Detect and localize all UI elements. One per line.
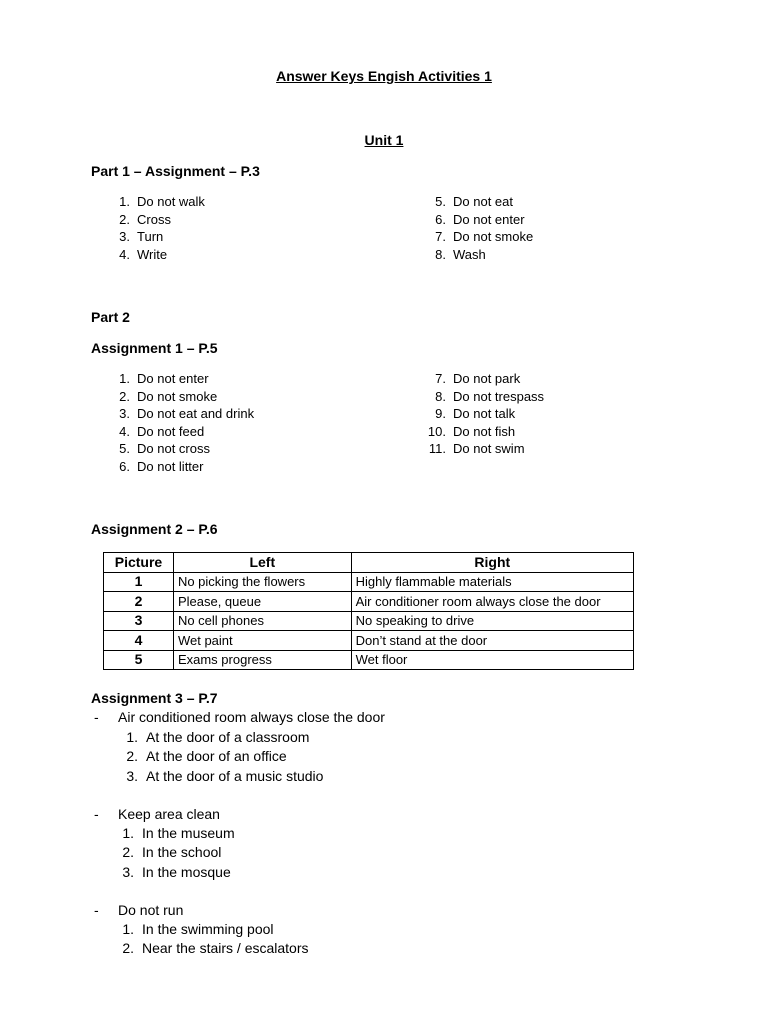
table-row — [104, 611, 634, 631]
assignment2-heading: Assignment 2 – P.6 — [91, 521, 218, 537]
list-item: 8. Wash — [435, 246, 486, 262]
sign-text: Air conditioned room always close the door — [118, 709, 385, 725]
list-item: 5. Do not eat — [435, 194, 513, 209]
part1-right-list — [424, 193, 533, 263]
document-title: Answer Keys Engish Activities 1 — [276, 68, 492, 84]
column-header-right: Right — [351, 553, 633, 573]
part2-heading: Part 2 — [91, 309, 130, 325]
table-cell: 4 — [104, 631, 174, 651]
list-item: 1. Do not walk — [119, 194, 205, 209]
dash-bullet: - — [94, 902, 99, 918]
sign-text: Keep area clean — [118, 806, 220, 822]
list-item: 3. At the door of a music studio — [126, 767, 324, 784]
table-cell: 2 — [104, 592, 174, 612]
list-item: 5. Do not cross — [119, 441, 210, 457]
table-cell: No picking the flowers — [173, 572, 351, 592]
list-item: 4. Do not feed — [119, 423, 205, 439]
table-cell: Wet paint — [173, 631, 351, 651]
place-list — [116, 728, 323, 786]
table-row — [104, 650, 634, 670]
list-item: 2. Cross — [119, 211, 171, 227]
list-item: 2. At the door of an office — [126, 748, 287, 765]
assignment3-heading: Assignment 3 – P.7 — [91, 690, 218, 706]
table-header-row — [104, 553, 634, 573]
table-cell: No speaking to drive — [351, 611, 633, 631]
table-cell: Don’t stand at the door — [351, 631, 633, 651]
place-list — [112, 824, 235, 882]
table-row — [104, 631, 634, 651]
sign-item — [94, 902, 183, 918]
list-item: 10. Do not fish — [427, 423, 516, 439]
table-cell: Highly flammable materials — [351, 572, 633, 592]
unit-title: Unit 1 — [364, 132, 404, 148]
table-cell: 5 — [104, 650, 174, 670]
list-item: 11. Do not swim — [428, 441, 525, 457]
table-cell: Air conditioner room always close the door — [351, 592, 633, 612]
list-item: 3. In the mosque — [122, 863, 231, 880]
list-item: 2. Near the stairs / escalators — [122, 940, 309, 957]
assignment1-heading: Assignment 1 – P.5 — [91, 340, 218, 356]
table-cell: 3 — [104, 611, 174, 631]
table-row — [104, 572, 634, 592]
dash-bullet: - — [94, 806, 99, 822]
list-item: 9. Do not talk — [435, 406, 516, 422]
column-header-left: Left — [173, 553, 351, 573]
assignment2-table — [103, 552, 634, 670]
list-item: 7. Do not smoke — [435, 229, 534, 245]
column-header-picture: Picture — [104, 553, 174, 573]
list-item: 1. In the swimming pool — [122, 921, 274, 937]
list-item: 7. Do not park — [435, 371, 521, 386]
part1-heading: Part 1 – Assignment – P.3 — [91, 163, 260, 179]
list-item: 2. In the school — [122, 844, 222, 861]
list-item: 1. Do not enter — [119, 371, 209, 386]
table-cell: Please, queue — [173, 592, 351, 612]
list-item: 3. Do not eat and drink — [119, 406, 255, 422]
table-cell: 1 — [104, 572, 174, 592]
part1-left-list — [108, 193, 205, 263]
list-item: 8. Do not trespass — [435, 388, 545, 404]
sign-item — [94, 806, 220, 822]
table-row — [104, 592, 634, 612]
place-list — [112, 920, 309, 959]
list-item: 1. At the door of a classroom — [126, 729, 310, 745]
list-item: 6. Do not litter — [119, 458, 204, 474]
table-cell: Wet floor — [351, 650, 633, 670]
sign-text: Do not run — [118, 902, 184, 918]
table-cell: No cell phones — [173, 611, 351, 631]
list-item: 6. Do not enter — [435, 211, 525, 227]
sign-item — [94, 709, 385, 725]
list-item: 2. Do not smoke — [119, 388, 218, 404]
dash-bullet: - — [94, 709, 99, 725]
list-item: 1. In the museum — [122, 825, 235, 841]
list-item: 3. Turn — [119, 229, 164, 245]
assignment1-right-list — [424, 370, 544, 458]
assignment1-left-list — [108, 370, 254, 476]
table-cell: Exams progress — [173, 650, 351, 670]
list-item: 4. Write — [119, 246, 168, 262]
